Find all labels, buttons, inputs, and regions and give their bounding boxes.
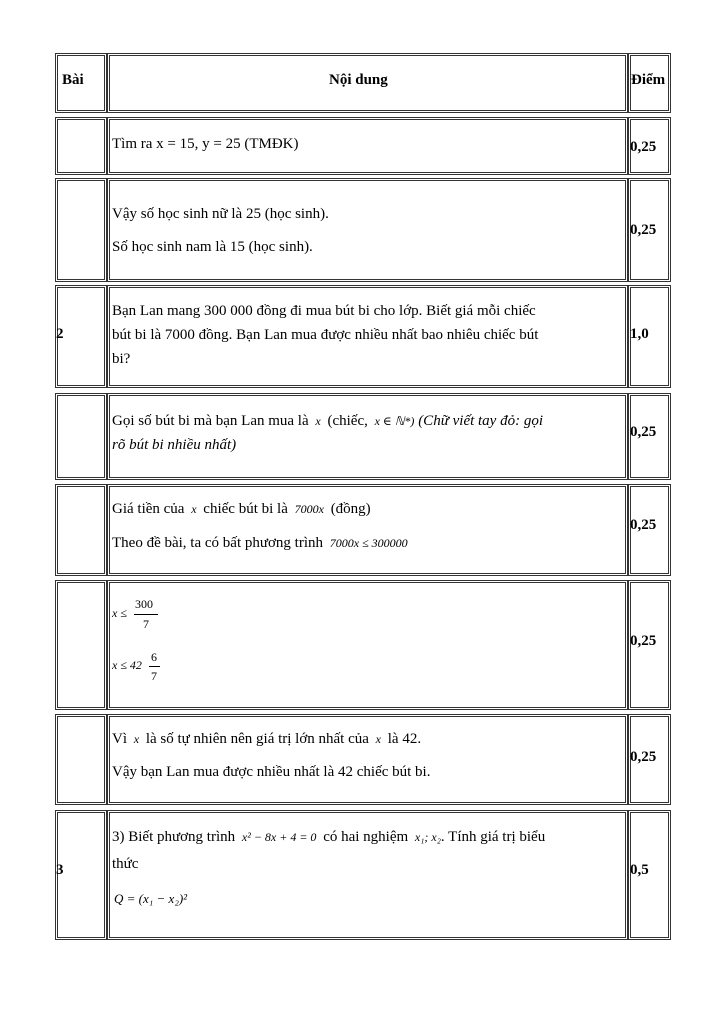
row7-text-b: có hai nghiệm (323, 829, 409, 845)
row0-bai-cell (55, 117, 107, 175)
row7-line1 (112, 827, 545, 847)
row5-diem: 0,25 (630, 633, 657, 649)
row1-line2: Số học sinh nam là 15 (học sinh). (112, 239, 313, 255)
row3-var-x: x (315, 414, 321, 428)
row4-bai-cell (55, 484, 107, 576)
row7-text-c: . Tính giá trị biểu (440, 829, 546, 845)
row4-var-x: x (191, 502, 197, 516)
row7-expression: Q = (x₁ − x₂)² (114, 891, 188, 906)
row7-line2: thức (112, 856, 139, 872)
row2-line3: bi? (112, 351, 131, 367)
row7-bai: 3 (56, 862, 64, 878)
row2-line1: Bạn Lan mang 300 000 đồng đi mua bút bi cho lớp. Biết giá mỗi chiếc (112, 303, 536, 319)
row4-expr: 7000x (294, 502, 324, 516)
row3-note-line2: rõ bút bi nhiều nhất) (112, 437, 237, 453)
row7-text-a: 3) Biết phương trình (112, 829, 236, 845)
row3-text-b: (chiếc, (327, 413, 368, 429)
row4-text-line2: Theo đề bài, ta có bất phương trình (112, 535, 324, 551)
row0-diem: 0,25 (630, 139, 657, 155)
row4-text-c: (đồng) (330, 501, 371, 517)
row4-inequality: 7000x ≤ 300000 (329, 536, 408, 550)
row5-ineq2-num: 6 (151, 650, 157, 664)
row6-text-b: là số tự nhiên nên giá trị lớn nhất của (145, 731, 369, 747)
row1-line1: Vậy số học sinh nữ là 25 (học sinh). (112, 206, 329, 222)
row5-ineq1-lhs: x ≤ (112, 606, 127, 620)
row7-diem: 0,5 (630, 862, 649, 878)
row6-line1 (112, 729, 421, 749)
row4-line2 (112, 533, 408, 553)
header-diem: Điểm (631, 72, 666, 88)
row5-ineq2-lhs: x ≤ 42 (112, 658, 142, 672)
row6-diem: 0,25 (630, 749, 657, 765)
row3-line1 (112, 411, 543, 431)
row3-text-a: Gọi số bút bi mà bạn Lan mua là (112, 413, 309, 429)
row4-text-a: Giá tiền của (112, 501, 185, 517)
row1-bai-cell (55, 178, 107, 282)
row6-line2: Vậy bạn Lan mua được nhiều nhất là 42 chiếc bút bi. (112, 764, 431, 780)
row5-content-cell (107, 580, 628, 710)
row3-bai-cell (55, 393, 107, 480)
row4-diem: 0,25 (630, 517, 657, 533)
row6-var-x2: x (375, 732, 381, 746)
row7-roots: x₁; x₂ (414, 830, 441, 844)
row6-content-cell (107, 714, 628, 805)
row4-line1 (112, 499, 371, 519)
row4-text-b: chiếc bút bi là (203, 501, 288, 517)
row2-line2: bút bi là 7000 đồng. Bạn Lan mua được nhiều nhất bao nhiêu chiếc bút (112, 327, 539, 343)
row5-ineq2-den: 7 (151, 669, 157, 683)
row1-diem: 0,25 (630, 222, 657, 238)
row0-line1 (112, 134, 298, 154)
row4-content-cell (107, 484, 628, 576)
header-bai: Bài (62, 72, 84, 88)
row5-ineq2-bar (149, 666, 160, 667)
row3-condition: x ∈ ℕ*) (374, 414, 415, 428)
row0-text: Tìm ra x = 15, y = 25 (TMĐK) (112, 136, 299, 152)
row6-text-c: là 42. (387, 731, 422, 747)
row1-content-cell (107, 178, 628, 282)
row3-diem: 0,25 (630, 424, 657, 440)
row3-note-line1: (Chữ viết tay đỏ: gọi (418, 413, 544, 429)
row7-equation: x² − 8x + 4 = 0 (241, 830, 317, 844)
row6-bai-cell (55, 714, 107, 805)
row6-text-a: Vì (112, 731, 127, 747)
row5-ineq1-bar (134, 614, 158, 615)
row6-var-x: x (133, 732, 140, 746)
row2-diem: 1,0 (630, 326, 649, 342)
row5-bai-cell (55, 580, 107, 710)
row5-ineq1-num: 300 (135, 597, 153, 611)
row5-ineq1-den: 7 (143, 617, 149, 631)
header-noidung: Nội dung (329, 72, 388, 88)
row2-bai: 2 (56, 326, 64, 342)
